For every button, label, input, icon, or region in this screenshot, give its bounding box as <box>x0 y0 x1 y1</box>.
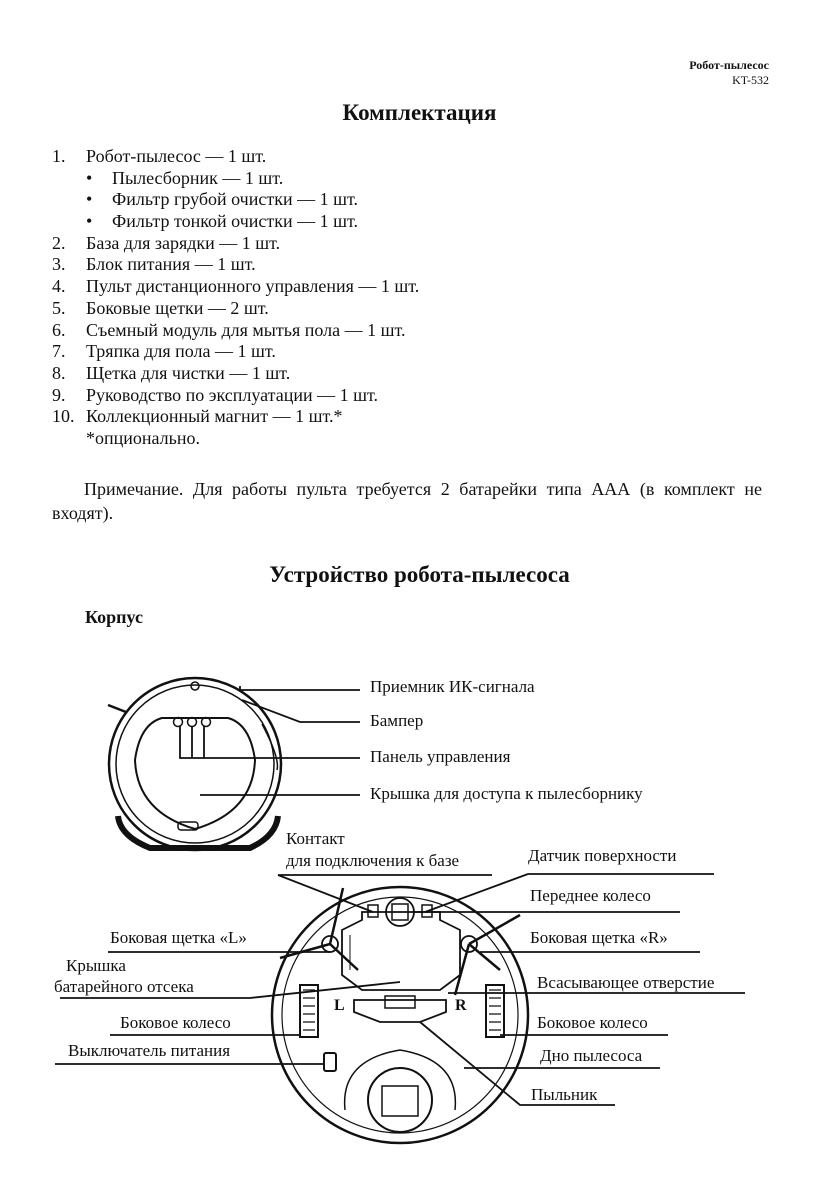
list-item-text: Фильтр тонкой очистки — 1 шт. <box>112 211 358 232</box>
label-surface-sensor: Датчик поверхности <box>528 846 677 865</box>
label-battery-line1: Крышка <box>66 956 126 975</box>
list-item-number: 7. <box>52 341 66 362</box>
list-item-number: 2. <box>52 232 66 253</box>
subsection-title-body: Корпус <box>85 607 143 627</box>
list-item-number: 5. <box>52 297 66 318</box>
mark-l: L <box>334 997 345 1014</box>
section-title-package: Комплектация <box>342 100 497 125</box>
bullet: • <box>86 211 93 232</box>
bullet: • <box>86 189 93 210</box>
list-item-text: Руководство по эксплуатации — 1 шт. <box>86 384 378 405</box>
list-item-number: 10. <box>52 406 75 427</box>
label-bottom: Дно пылесоса <box>540 1046 643 1065</box>
list-item-number: 8. <box>52 362 66 383</box>
list-item-text: Пульт дистанционного управления — 1 шт. <box>86 276 420 297</box>
robot-top-view <box>108 678 281 850</box>
label-control-panel: Панель управления <box>370 747 511 766</box>
label-dustbin-cover: Крышка для доступа к пылесборнику <box>370 784 643 803</box>
bullet: • <box>86 167 93 188</box>
robot-bottom-view <box>272 887 528 1143</box>
list-item-number: 1. <box>52 146 66 166</box>
label-bumper: Бампер <box>370 711 424 730</box>
label-suction: Всасывающее отверстие <box>537 973 715 992</box>
list-item-text: Фильтр грубой очистки — 1 шт. <box>112 189 358 210</box>
label-dust-brush: Пыльник <box>531 1085 598 1104</box>
list-item-number: 9. <box>52 384 66 405</box>
list-item-text: Пылесборник — 1 шт. <box>112 167 284 188</box>
list-item-text: База для зарядки — 1 шт. <box>86 232 281 253</box>
label-contact-line2: для подключения к базе <box>286 851 460 870</box>
label-battery-line2: батарейного отсека <box>54 977 194 996</box>
label-contact-line1: Контакт <box>286 829 345 848</box>
section-title-device: Устройство робота-пылесоса <box>269 562 570 587</box>
label-side-wheel-left: Боковое колесо <box>120 1013 231 1032</box>
list-item-text: Блок питания — 1 шт. <box>86 254 256 275</box>
mark-r: R <box>455 997 467 1014</box>
label-side-wheel-right: Боковое колесо <box>537 1013 648 1032</box>
label-power-switch: Выключатель питания <box>68 1041 231 1060</box>
list-item-text: Съемный модуль для мытья пола — 1 шт. <box>86 319 406 340</box>
list-item-number: 3. <box>52 254 66 275</box>
label-side-brush-l: Боковая щетка «L» <box>110 928 247 947</box>
list-item-text: Тряпка для пола — 1 шт. <box>86 341 276 362</box>
package-note: Примечание. Для работы пульта требуется 2 батарейки типа ААА (в комплект не входят). <box>52 479 762 523</box>
list-item-text: Робот-пылесос — 1 шт. <box>86 146 267 166</box>
label-ir-receiver: Приемник ИК-сигнала <box>370 677 535 696</box>
list-item-text: Коллекционный магнит — 1 шт.* <box>86 406 343 427</box>
list-item-text: *опционально. <box>86 427 201 448</box>
header-model: KT-532 <box>732 73 769 87</box>
list-item-number: 4. <box>52 276 66 297</box>
label-side-brush-r: Боковая щетка «R» <box>530 928 668 947</box>
list-item-number: 6. <box>52 319 66 340</box>
label-front-wheel: Переднее колесо <box>530 886 651 905</box>
header-product: Робот-пылесос <box>689 58 769 72</box>
list-item-text: Боковые щетки — 2 шт. <box>86 297 269 318</box>
list-item-text: Щетка для чистки — 1 шт. <box>86 362 291 383</box>
